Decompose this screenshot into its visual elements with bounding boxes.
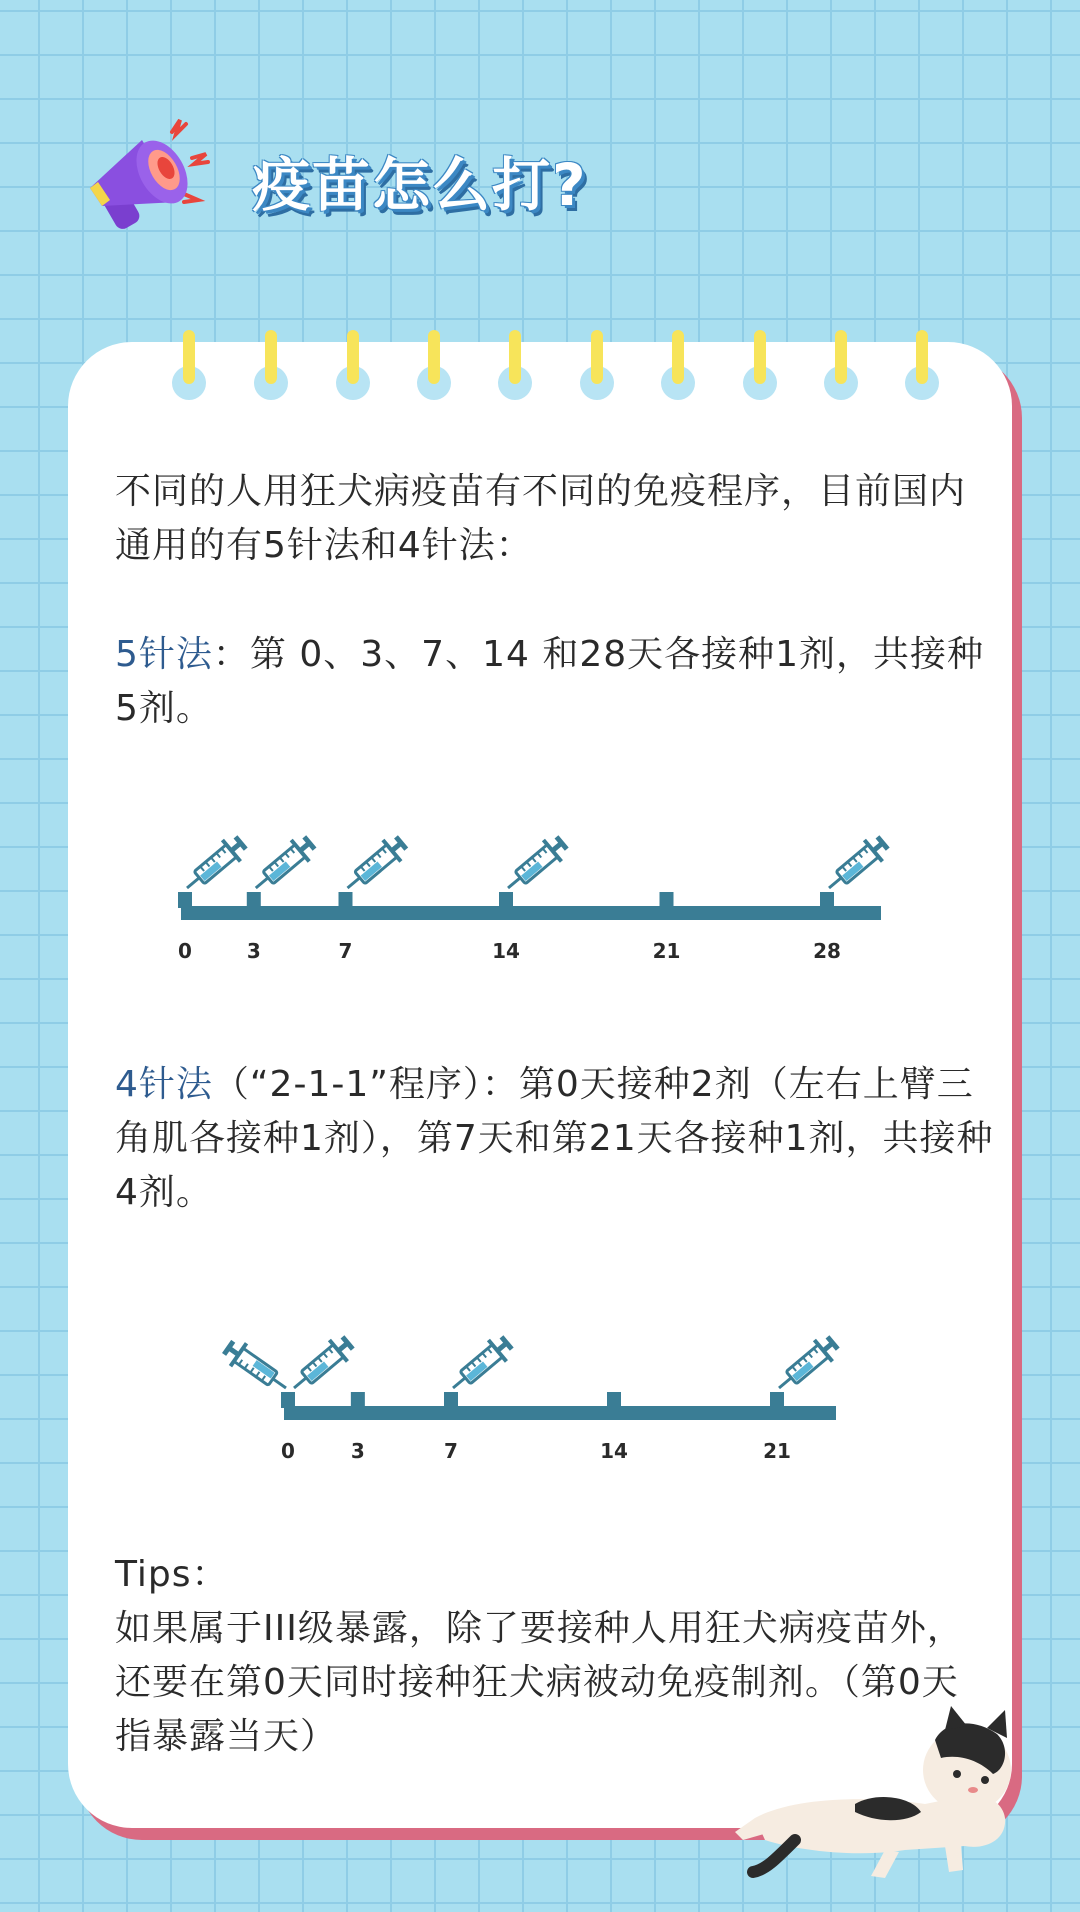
- intro-text: 不同的人用狂犬病疫苗有不同的免疫程序，目前国内通用的有5针法和4针法：: [115, 471, 967, 566]
- four-dose-tick-mark: [607, 1392, 621, 1408]
- binder-ring: [338, 330, 368, 410]
- syringe-icon: [499, 832, 571, 898]
- four-dose-text: （“2-1-1”程序）：第0天接种2剂（左右上臂三角肌各接种1剂），第7天和第21天各接种1剂，共接种4剂。: [115, 1064, 994, 1213]
- binder-ring: [745, 330, 775, 410]
- four-dose-tick-mark: [351, 1392, 365, 1408]
- five-dose-text: ：第 0、3、7、14 和28天各接种1剂，共接种5剂。: [115, 634, 985, 729]
- five-dose-tick-label: 14: [492, 939, 520, 963]
- four-dose-label: 4针法: [115, 1064, 213, 1105]
- syringe-icon: [285, 1332, 357, 1398]
- megaphone-icon: [80, 110, 220, 240]
- binder-rings: [0, 330, 1080, 410]
- five-dose-tick-label: 21: [652, 939, 681, 963]
- syringe-icon: [770, 1332, 842, 1398]
- page-title: 疫苗怎么打?: [252, 151, 588, 219]
- four-dose-tick-label: 21: [763, 1439, 791, 1463]
- five-dose-description: [115, 628, 995, 736]
- five-dose-label: 5针法: [115, 634, 213, 675]
- four-dose-tick-mark: [444, 1392, 458, 1408]
- cat-illustration: [735, 1700, 1025, 1880]
- binder-ring: [500, 330, 530, 410]
- five-dose-tick-label: 7: [338, 939, 353, 963]
- syringe-icon: [339, 832, 411, 898]
- four-dose-timeline: [0, 1320, 1080, 1470]
- binder-ring: [663, 330, 693, 410]
- header: [80, 100, 680, 250]
- syringe-icon: [444, 1332, 516, 1398]
- binder-ring: [256, 330, 286, 410]
- five-dose-axis-bar: [181, 906, 881, 920]
- four-dose-tick-label: 7: [444, 1439, 458, 1463]
- five-dose-tick-mark: [339, 892, 353, 908]
- tips-text: 如果属于III级暴露，除了要接种人用狂犬病疫苗外，还要在第0天同时接种狂犬病被动免疫制剂。（第0天指暴露当天）: [115, 1608, 964, 1757]
- four-dose-axis-bar: [284, 1406, 836, 1420]
- five-dose-tick-label: 28: [813, 939, 841, 963]
- binder-ring: [419, 330, 449, 410]
- syringe-icon: [178, 832, 250, 898]
- four-dose-description: [115, 1058, 995, 1220]
- five-dose-tick-mark: [247, 892, 261, 908]
- syringe-icon: [820, 832, 892, 898]
- five-dose-tick-mark: [820, 892, 834, 908]
- five-dose-tick-label: 0: [178, 939, 192, 963]
- five-dose-timeline: [0, 820, 1080, 970]
- four-dose-tick-label: 3: [350, 1439, 365, 1463]
- five-dose-tick-label: 3: [246, 939, 261, 963]
- syringe-icon: [221, 1336, 294, 1399]
- four-dose-tick-label: 0: [281, 1439, 295, 1463]
- binder-ring: [826, 330, 856, 410]
- four-dose-tick-mark: [770, 1392, 784, 1408]
- binder-ring: [174, 330, 204, 410]
- four-dose-tick-label: 14: [600, 1439, 628, 1463]
- binder-ring: [907, 330, 937, 410]
- syringe-icon: [247, 832, 319, 898]
- binder-ring: [582, 330, 612, 410]
- five-dose-tick-mark: [178, 892, 192, 908]
- five-dose-tick-mark: [660, 892, 674, 908]
- four-dose-tick-mark: [281, 1392, 295, 1408]
- tips-title: Tips：: [115, 1554, 229, 1595]
- five-dose-tick-mark: [499, 892, 513, 908]
